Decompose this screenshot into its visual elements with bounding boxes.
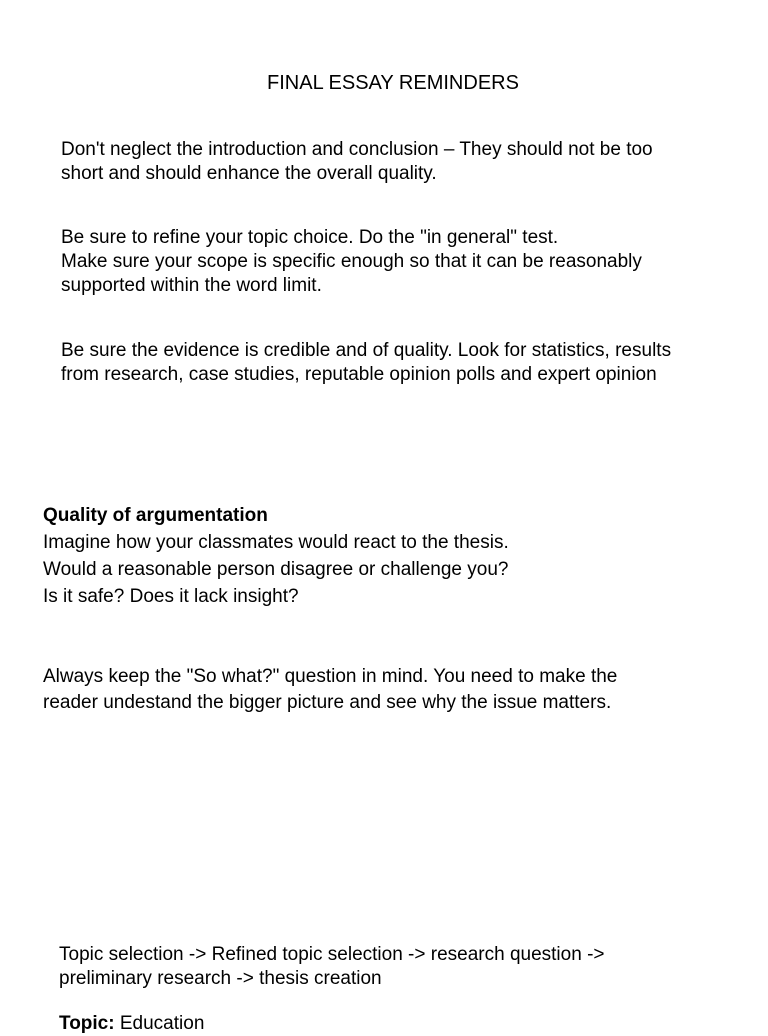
text-line: from research, case studies, reputable opinion polls and expert opinion: [61, 364, 657, 385]
text-line: Always keep the "So what?" question in mind. You need to make the: [43, 666, 618, 687]
text-line: Topic selection -> Refined topic selection -> research question ->: [59, 944, 605, 965]
section-heading: Quality of argumentation: [43, 505, 268, 526]
so-what-paragraph: [43, 664, 743, 716]
evidence-paragraph: [61, 339, 761, 387]
text-line: Make sure your scope is specific enough so that it can be reasonably: [61, 251, 642, 272]
text-line: Is it safe? Does it lack insight?: [43, 586, 299, 607]
text-line: Be sure the evidence is credible and of quality. Look for statistics, results: [61, 340, 672, 361]
intro-conclusion-paragraph: [61, 138, 751, 186]
document-title: FINAL ESSAY REMINDERS: [267, 72, 519, 94]
text-line: Would a reasonable person disagree or challenge you?: [43, 559, 509, 580]
text-line: preliminary research -> thesis creation: [59, 968, 382, 989]
text-line: Imagine how your classmates would react to the thesis.: [43, 532, 509, 553]
topic-label: Topic:: [59, 1013, 115, 1034]
text-line: supported within the word limit.: [61, 275, 322, 296]
text-line: Be sure to refine your topic choice. Do the "in general" test.: [61, 227, 559, 248]
topic-value: Education: [114, 1013, 205, 1034]
text-line: short and should enhance the overall quality.: [61, 163, 437, 184]
text-line: Don't neglect the introduction and conclusion – They should not be too: [61, 139, 653, 160]
argumentation-section: [43, 502, 743, 610]
text-line: reader undestand the bigger picture and see why the issue matters.: [43, 692, 612, 713]
topic-example-line: [59, 1012, 749, 1036]
topic-refine-paragraph: [61, 226, 751, 298]
process-paragraph: [59, 943, 749, 991]
